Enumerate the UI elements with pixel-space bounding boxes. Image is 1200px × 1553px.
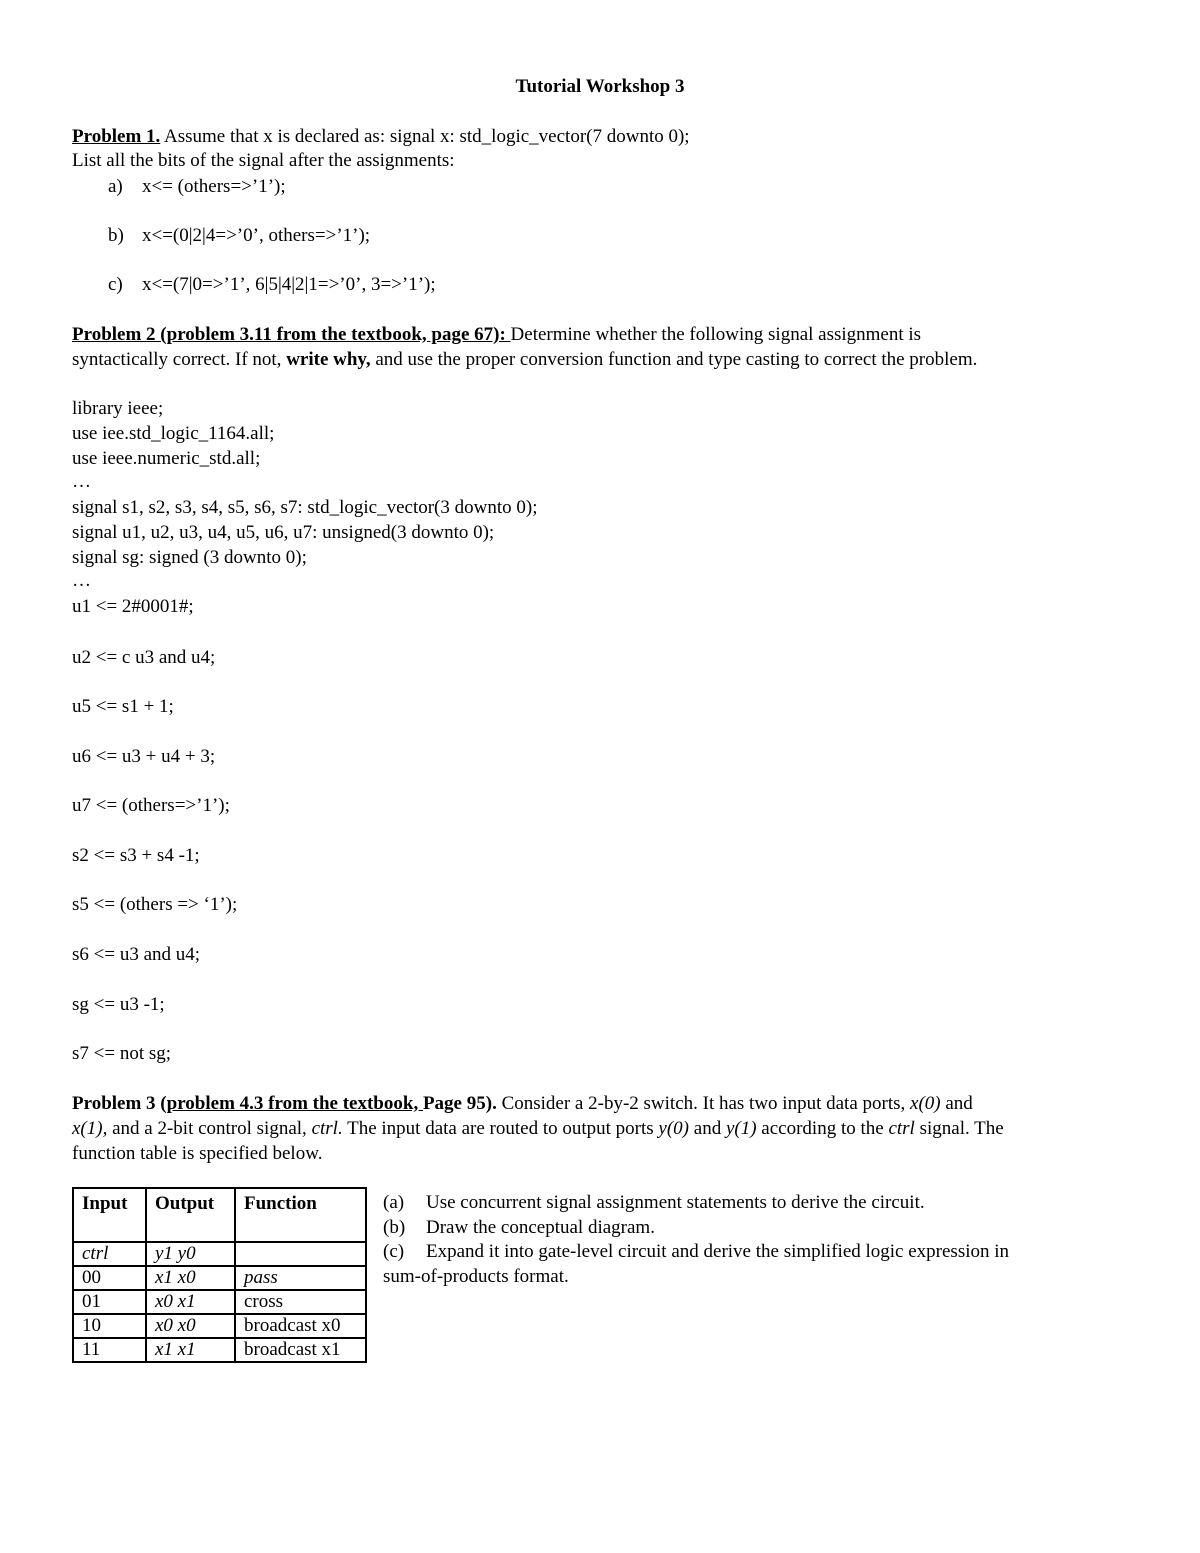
problem3-text: and <box>940 1093 973 1114</box>
function-table <box>72 1187 367 1363</box>
subpart-label: (a) <box>383 1192 405 1213</box>
problem3-text: Consider a 2-by-2 switch. It has two input data ports, <box>496 1093 911 1114</box>
problem1-label: Problem 1. <box>72 126 161 147</box>
statement-line: s5 <= (others => ‘1’); <box>72 894 238 915</box>
table-cell: x1 x0 <box>146 1266 235 1290</box>
item-code: x<=(7|0=>’1’, 6|5|4|2|1=>’0’, 3=>’1’); <box>142 274 436 295</box>
table-header: Input <box>73 1188 146 1242</box>
table-header-row <box>73 1188 366 1242</box>
code-line: … <box>72 570 91 591</box>
problem1-text: Assume that x is declared as: signal x: std_logic_vector(7 downto 0); <box>160 126 690 147</box>
problem3-text: and <box>689 1118 726 1139</box>
statement-line: u2 <= c u3 and u4; <box>72 647 216 668</box>
problem2-text2b: write why, <box>286 349 371 370</box>
problem3-y0: y(0) <box>658 1118 690 1139</box>
problem1-line2: List all the bits of the signal after the assignments: <box>72 150 455 171</box>
table-cell: broadcast x1 <box>235 1338 366 1362</box>
problem3-ctrl2: ctrl <box>888 1118 915 1139</box>
item-label: c) <box>108 274 123 295</box>
statement-line: s2 <= s3 + s4 -1; <box>72 845 200 866</box>
table-header: Function <box>235 1188 366 1242</box>
problem3-text: and a 2-bit control signal, <box>107 1118 312 1139</box>
table-cell <box>235 1242 366 1266</box>
table-cell: 01 <box>73 1290 146 1314</box>
problem3-label-b: problem 4.3 from the textbook, <box>166 1093 423 1114</box>
problem2-text2a: syntactically correct. If not, <box>72 349 287 370</box>
problem2-label: Problem 2 (problem 3.11 from the textbook, page 67): <box>72 324 511 345</box>
problem3-text: The input data are routed to output ports <box>342 1118 659 1139</box>
problem3-x1: x(1), <box>72 1118 108 1139</box>
statement-line: u7 <= (others=>’1’); <box>72 795 230 816</box>
page-title: Tutorial Workshop 3 <box>515 76 685 97</box>
table-subheader-row <box>73 1242 366 1266</box>
table-cell: x0 x0 <box>146 1314 235 1338</box>
problem3-label-c: Page 95). <box>422 1093 497 1114</box>
table-row <box>73 1338 366 1362</box>
statement-line: u5 <= s1 + 1; <box>72 696 174 717</box>
table-cell: pass <box>235 1266 366 1290</box>
problem3-y1: y(1) <box>725 1118 757 1139</box>
subpart-c-continued: sum-of-products format. <box>383 1266 569 1287</box>
problem3-line2 <box>72 1116 1004 1141</box>
code-line: library ieee; <box>72 398 164 419</box>
table-row <box>73 1314 366 1338</box>
item-code: x<=(0|2|4=>’0’, others=>’1’); <box>142 225 371 246</box>
statement-line: u6 <= u3 + u4 + 3; <box>72 746 216 767</box>
problem3-line3: function table is specified below. <box>72 1143 323 1164</box>
problem2-line2 <box>72 347 977 372</box>
problem3-ctrl: ctrl. <box>311 1118 343 1139</box>
problem2-text2c: and use the proper conversion function and type casting to correct the problem. <box>370 349 978 370</box>
subpart-label: (b) <box>383 1217 406 1238</box>
problem3-text: signal. The <box>914 1118 1004 1139</box>
subpart-text: Use concurrent signal assignment statements to derive the circuit. <box>426 1192 925 1213</box>
problem1-line1 <box>72 124 690 149</box>
problem1-item-b <box>108 223 370 248</box>
problem3-text: according to the <box>756 1118 889 1139</box>
code-line: signal u1, u2, u3, u4, u5, u6, u7: unsigned(3 downto 0); <box>72 522 495 543</box>
code-line: signal s1, s2, s3, s4, s5, s6, s7: std_logic_vector(3 downto 0); <box>72 497 538 518</box>
problem1-item-c <box>108 272 436 297</box>
problem2-line1 <box>72 322 921 347</box>
subpart-text: Draw the conceptual diagram. <box>426 1217 655 1238</box>
table-cell: broadcast x0 <box>235 1314 366 1338</box>
subpart-b <box>383 1215 655 1240</box>
table-cell: 00 <box>73 1266 146 1290</box>
statement-line: s6 <= u3 and u4; <box>72 944 201 965</box>
subpart-label: (c) <box>383 1241 405 1262</box>
subpart-text: Expand it into gate-level circuit and derive the simplified logic expression in <box>426 1241 1010 1262</box>
subpart-a <box>383 1190 925 1215</box>
code-line: signal sg: signed (3 downto 0); <box>72 547 307 568</box>
table-cell: y1 y0 <box>146 1242 235 1266</box>
table-row <box>73 1266 366 1290</box>
table-cell: 10 <box>73 1314 146 1338</box>
problem1-item-a <box>108 174 286 199</box>
table-row <box>73 1290 366 1314</box>
table-cell: x1 x1 <box>146 1338 235 1362</box>
item-label: b) <box>108 225 124 246</box>
item-code: x<= (others=>’1’); <box>142 176 286 197</box>
statement-line: u1 <= 2#0001#; <box>72 596 194 617</box>
code-line: use iee.std_logic_1164.all; <box>72 423 275 444</box>
subpart-c <box>383 1239 1009 1264</box>
table-cell: x0 x1 <box>146 1290 235 1314</box>
table-cell: 11 <box>73 1338 146 1362</box>
problem3-label-a: Problem 3 ( <box>72 1093 167 1114</box>
item-label: a) <box>108 176 123 197</box>
statement-line: sg <= u3 -1; <box>72 994 165 1015</box>
statement-line: s7 <= not sg; <box>72 1043 172 1064</box>
code-line: … <box>72 471 91 492</box>
problem3-x0: x(0) <box>910 1093 941 1114</box>
table-cell: ctrl <box>73 1242 146 1266</box>
problem2-text1: Determine whether the following signal assignment is <box>510 324 922 345</box>
problem3-line1 <box>72 1091 973 1116</box>
code-line: use ieee.numeric_std.all; <box>72 448 261 469</box>
table-cell: cross <box>235 1290 366 1314</box>
table-header: Output <box>146 1188 235 1242</box>
